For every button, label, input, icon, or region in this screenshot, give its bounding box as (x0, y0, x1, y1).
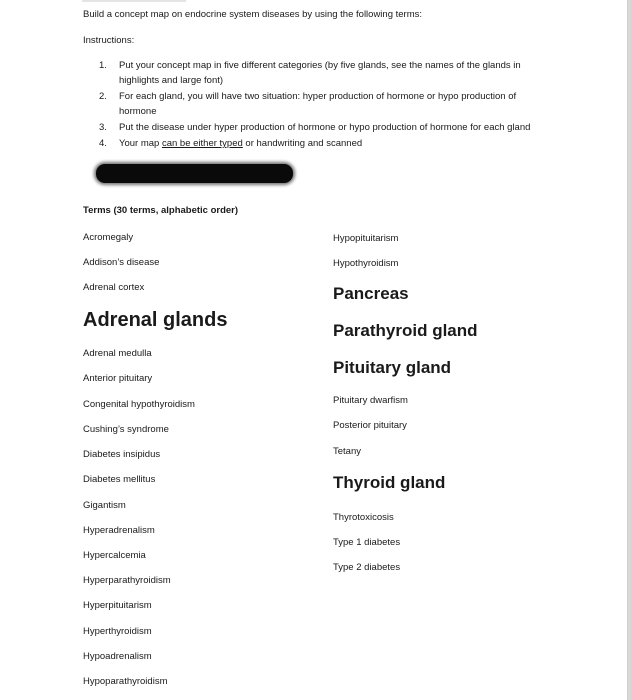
term-adrenal-cortex: Adrenal cortex (83, 282, 145, 293)
term-hypoadrenalism: Hypoadrenalism (83, 651, 152, 662)
instruction-number: 3. (99, 122, 107, 133)
instruction-item (99, 58, 549, 88)
term-hyperthyroidism: Hyperthyroidism (83, 626, 152, 637)
term-adrenal-medulla: Adrenal medulla (83, 348, 152, 359)
intro-text: Build a concept map on endocrine system diseases by using the following terms: (83, 9, 423, 20)
redaction-mark (96, 164, 293, 183)
instruction-item (99, 89, 549, 119)
gland-pancreas: Pancreas (333, 284, 409, 303)
term-congenital-hypothyroidism: Congenital hypothyroidism (83, 399, 195, 410)
term-acromegaly: Acromegaly (83, 232, 134, 243)
term-hypothyroidism: Hypothyroidism (333, 258, 399, 269)
gland-adrenal-glands: Adrenal glands (83, 309, 228, 331)
terms-heading: Terms (30 terms, alphabetic order) (83, 205, 239, 216)
term-thyrotoxicosis: Thyrotoxicosis (333, 512, 394, 523)
instruction-item (99, 136, 549, 151)
instruction-text: Your map (119, 138, 162, 149)
gland-pituitary-gland: Pituitary gland (333, 358, 452, 377)
term-type1-diabetes: Type 1 diabetes (333, 537, 401, 548)
term-hyperparathyroidism: Hyperparathyroidism (83, 575, 171, 586)
term-type2-diabetes: Type 2 diabetes (333, 562, 401, 573)
term-hypopituitarism: Hypopituitarism (333, 233, 399, 244)
instruction-item (99, 120, 549, 135)
instructions-title: Instructions: (83, 35, 135, 46)
term-hyperadrenalism: Hyperadrenalism (83, 525, 155, 536)
instruction-number: 1. (99, 60, 107, 71)
term-hypercalcemia: Hypercalcemia (83, 550, 146, 561)
gland-parathyroid-gland: Parathyroid gland (333, 321, 478, 340)
instruction-text: Put your concept map in five different categories (by five glands, see the names of the glands in highlights and large font) (119, 60, 521, 86)
term-hypoparathyroidism: Hypoparathyroidism (83, 676, 168, 687)
term-pituitary-dwarfism: Pituitary dwarfism (333, 395, 408, 406)
instruction-number: 2. (99, 91, 107, 102)
gland-thyroid-gland: Thyroid gland (333, 473, 446, 492)
instruction-number: 4. (99, 138, 107, 149)
instructions-list (99, 58, 549, 151)
term-cushings-syndrome: Cushing’s syndrome (83, 424, 169, 435)
term-diabetes-insipidus: Diabetes insipidus (83, 449, 161, 460)
instruction-text: For each gland, you will have two situation: hyper production of hormone or hypo production of hormone (119, 91, 517, 117)
instruction-text: Put the disease under hyper production of hormone or hypo production of hormone for each gland (119, 122, 531, 133)
term-tetany: Tetany (333, 446, 361, 457)
term-anterior-pituitary: Anterior pituitary (83, 373, 153, 384)
term-hyperpituitarism: Hyperpituitarism (83, 600, 152, 611)
instruction-underlined-text: can be either typed (161, 138, 243, 149)
top-divider (82, 0, 186, 2)
term-gigantism: Gigantism (83, 500, 126, 511)
term-diabetes-mellitus: Diabetes mellitus (83, 474, 156, 485)
term-addisons-disease: Addison’s disease (83, 257, 160, 268)
term-posterior-pituitary: Posterior pituitary (333, 420, 407, 431)
instruction-text: or handwriting and scanned (242, 138, 363, 149)
